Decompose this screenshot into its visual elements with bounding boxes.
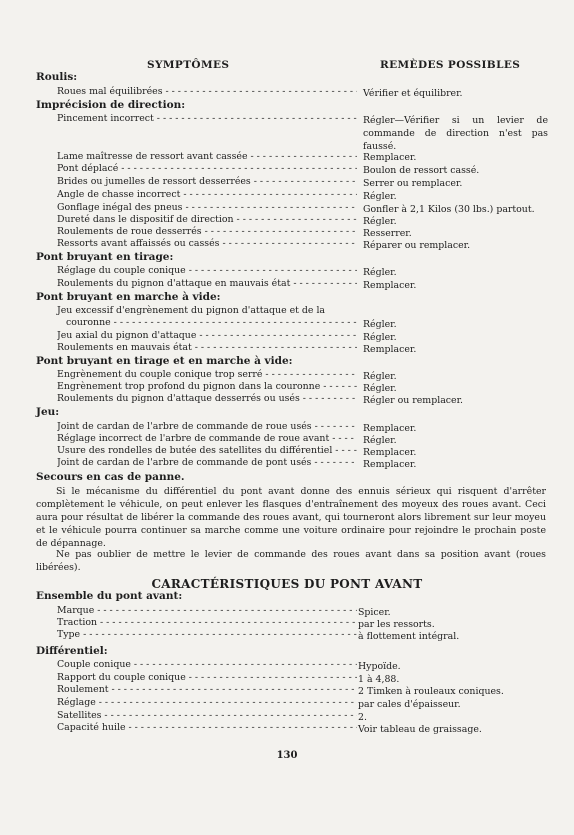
spec-key: Couple conique - - - — [57, 659, 357, 670]
section-title: Pont bruyant en marche à vide: — [36, 291, 221, 303]
symptom-line: couronne - - - — [66, 317, 357, 328]
remedy: Remplacer. — [363, 447, 417, 458]
page-number: 130 — [276, 750, 298, 761]
remedy: Régler. — [363, 383, 397, 394]
section-title: Pont bruyant en tirage: — [36, 251, 174, 263]
remedy: Régler. — [363, 191, 397, 202]
symptom-line: Roulements en mauvais état - - - — [57, 342, 357, 353]
section-title: Différentiel: — [36, 645, 108, 657]
spec-value: 2 Timken à rouleaux coniques. — [358, 686, 504, 697]
paragraph: Si le mécanisme du différentiel du pont avant donne des ennuis sérieux qui risquent d'arrêter complètement le véhicule, on peut enlever les flasques d'entraînement des moyeux des roues avant. Ceci aura pour résultat de libérer la commande des roues avant, qui tourneront alors librement sur leur moyeu et le véhicule pourra continuer sa marche comme une voiture ordinaire pour rejoindre le prochain poste de dépannage. — [36, 486, 546, 549]
spec-value: par les ressorts. — [358, 619, 435, 630]
remedy: Réparer ou remplacer. — [363, 240, 471, 251]
symptom-line: Usure des rondelles de butée des satellites du différentiel - - - — [57, 445, 357, 456]
remedy: Régler ou remplacer. — [363, 395, 464, 406]
remedy: Resserrer. — [363, 228, 412, 239]
remedy: Remplacer. — [363, 423, 417, 434]
symptoms-header: SYMPTÔMES — [147, 59, 230, 71]
section-title: Jeu: — [36, 406, 60, 418]
section-title: Roulis: — [36, 71, 78, 83]
spec-value: à flottement intégral. — [358, 631, 460, 642]
symptom-line: Angle de chasse incorrect - - - — [57, 189, 357, 200]
remedies-header: REMÈDES POSSIBLES — [380, 59, 521, 71]
remedy: Remplacer. — [363, 344, 417, 355]
remedy: Remplacer. — [363, 459, 417, 470]
symptom-line: Roulements du pignon d'attaque en mauvais état - - - — [57, 278, 357, 289]
spec-value: par cales d'épaisseur. — [358, 699, 461, 710]
remedy: Régler—Vérifier si un levier de commande de direction n'est pas faussé. — [363, 115, 548, 152]
spec-value: 2. — [358, 712, 367, 723]
symptom-line: Gonflage inégal des pneus - - - — [57, 202, 357, 213]
remedy: Régler. — [363, 435, 397, 446]
remedy: Régler. — [363, 267, 397, 278]
symptom-line: Engrènement trop profond du pignon dans la couronne - - - — [57, 381, 357, 392]
characteristics-title: CARACTÉRISTIQUES DU PONT AVANT — [151, 577, 423, 591]
symptom-line: Pont déplacé - - - — [57, 163, 357, 174]
remedy: Remplacer. — [363, 152, 417, 163]
symptom-line: Roulements du pignon d'attaque desserrés ou usés - - - — [57, 393, 357, 404]
spec-value: Voir tableau de graissage. — [358, 724, 482, 735]
remedy: Gonfler à 2,1 Kilos (30 lbs.) partout. — [363, 204, 535, 215]
remedy: Serrer ou remplacer. — [363, 178, 463, 189]
symptom-line: Réglage incorrect de l'arbre de commande de roue avant - - - — [57, 433, 357, 444]
spec-key: Capacité huile - - - — [57, 722, 357, 733]
spec-key: Marque - - - — [57, 605, 357, 616]
remedy: Régler. — [363, 371, 397, 382]
symptom-line: Lame maîtresse de ressort avant cassée - - - — [57, 151, 357, 162]
symptom-line: Brides ou jumelles de ressort desserrées - - - — [57, 176, 357, 187]
symptom-line: Joint de cardan de l'arbre de commande de roue usés - - - — [57, 421, 357, 432]
spec-key: Satellites - - - — [57, 710, 357, 721]
symptom-line: Pincement incorrect - - - — [57, 113, 357, 124]
symptom-line: Réglage du couple conique - - - — [57, 265, 357, 276]
section-title: Secours en cas de panne. — [36, 471, 185, 483]
symptom-line: Jeu excessif d'engrènement du pignon d'attaque et de la — [57, 305, 326, 316]
spec-value: Hypoïde. — [358, 661, 401, 672]
symptom-line: Dureté dans le dispositif de direction - - - — [57, 214, 357, 225]
spec-key: Réglage - - - — [57, 697, 357, 708]
section-title: Pont bruyant en tirage et en marche à vide: — [36, 355, 293, 367]
symptom-line: Ressorts avant affaissés ou cassés - - - — [57, 238, 357, 249]
spec-value: Spicer. — [358, 607, 391, 618]
symptom-line: Roulements de roue desserrés - - - — [57, 226, 357, 237]
spec-key: Traction - - - — [57, 617, 357, 628]
section-title: Ensemble du pont avant: — [36, 590, 183, 602]
symptom-line: Roues mal équilibrées - - - — [57, 86, 357, 97]
remedy: Vérifier et équilibrer. — [363, 88, 463, 99]
paragraph: Ne pas oublier de mettre le levier de commande des roues avant dans sa position avant (roues libérées). — [36, 549, 546, 573]
section-title: Imprécision de direction: — [36, 99, 186, 111]
symptom-line: Engrènement du couple conique trop serré - - - — [57, 369, 357, 380]
remedy: Régler. — [363, 319, 397, 330]
symptom-line: Joint de cardan de l'arbre de commande de pont usés - - - — [57, 457, 357, 468]
spec-value: 1 à 4,88. — [358, 674, 400, 685]
remedy: Régler. — [363, 216, 397, 227]
remedy: Boulon de ressort cassé. — [363, 165, 480, 176]
symptom-line: Jeu axial du pignon d'attaque - - - — [57, 330, 357, 341]
spec-key: Type - - - — [57, 629, 357, 640]
spec-key: Roulement - - - — [57, 684, 357, 695]
remedy: Régler. — [363, 332, 397, 343]
spec-key: Rapport du couple conique - - - — [57, 672, 357, 683]
remedy: Remplacer. — [363, 280, 417, 291]
